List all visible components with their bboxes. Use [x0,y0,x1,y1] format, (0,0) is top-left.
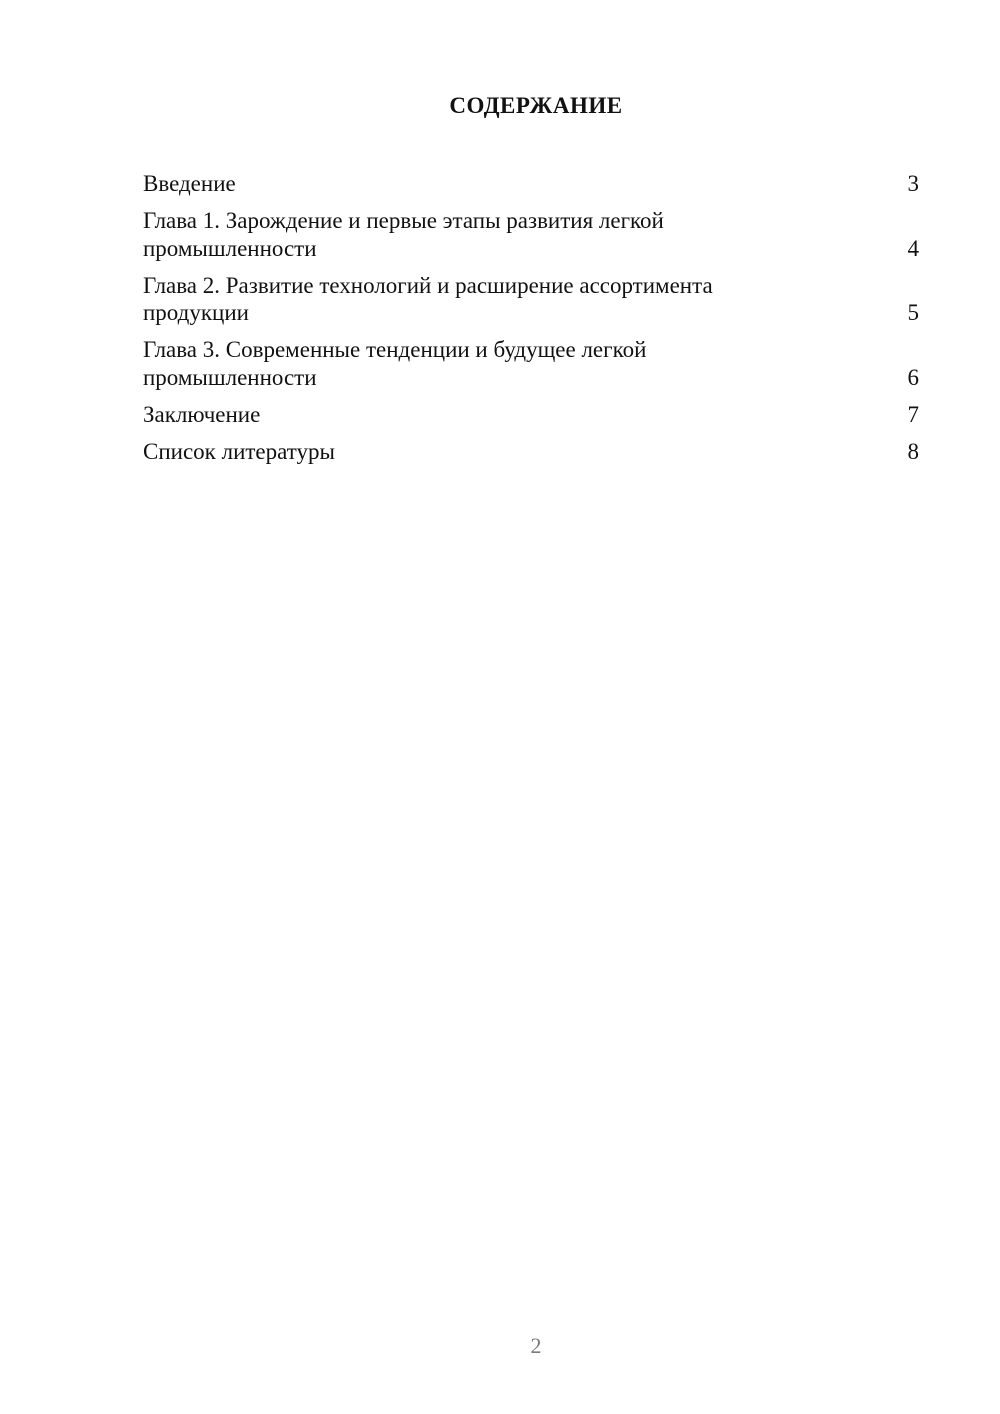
toc-entry-label: Список литературы [143,438,335,464]
toc-entry-label: Глава 1. Зарождение и первые этапы развития легкой промышленности [143,208,664,261]
table-of-contents [143,170,919,475]
toc-entry-page: 5 [907,300,919,325]
toc-entry-page: 6 [907,364,919,390]
toc-entry-label: Глава 3. Современные тенденции и будущее легкой промышленности [143,337,647,390]
toc-entry-conclusion[interactable] [143,401,919,429]
toc-entry-page: 8 [907,438,919,464]
toc-entry-chapter-2[interactable] [143,272,919,327]
toc-entry-label: Введение [143,171,236,196]
toc-entry-introduction[interactable] [143,170,919,198]
toc-entry-references[interactable] [143,438,919,466]
toc-entry-page: 4 [907,235,919,261]
toc-entry-label: Заключение [143,401,261,427]
page-title: СОДЕРЖАНИЕ [449,93,623,118]
toc-entry-page: 7 [907,401,919,427]
page-number: 2 [530,1333,542,1358]
toc-entry-page: 3 [907,171,919,196]
toc-entry-chapter-3[interactable] [143,336,919,391]
toc-entry-label: Глава 2. Развитие технологий и расширение ассортимента продукции [143,272,713,325]
toc-entry-chapter-1[interactable] [143,207,919,262]
